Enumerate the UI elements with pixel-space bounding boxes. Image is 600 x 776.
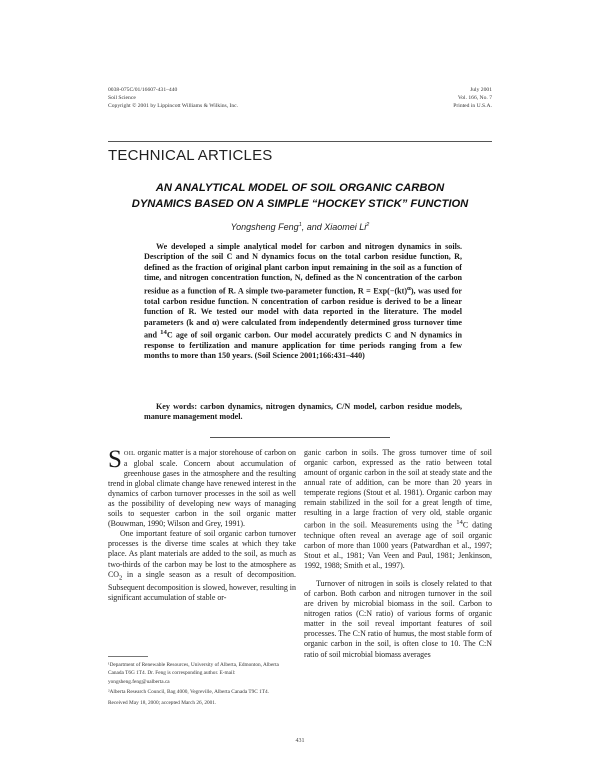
footnote-2: ²Alberta Research Council, Bag 4000, Vegreville, Alberta Canada T9C 1T4. <box>108 689 269 696</box>
article-title-line1: AN ANALYTICAL MODEL OF SOIL ORGANIC CARBON <box>155 182 445 194</box>
body-paragraph-1-text: organic matter is a major storehouse of carbon on a global scale. Concern about accumulation of greenhouse gases in the atmosphere and the resulting trend in global climate change have renewed interest in the dynamics of carbon turnover processes in the soil as well as the possibility of developing new ways of managing soils to sequester carbon in the soil organic matter (Bouwman, 1990; Wilson and Grey, 1991). <box>108 448 296 529</box>
drop-cap: S <box>108 446 122 473</box>
abstract-14-superscript: 14 <box>160 328 167 336</box>
keywords: Key words: carbon dynamics, nitrogen dynamics, C/N model, carbon residue models, manure management model. <box>144 402 462 422</box>
article-title <box>108 180 492 212</box>
footnote-received: Received May 18, 2000; accepted March 26, 2001. <box>108 699 217 706</box>
author-line <box>108 222 492 232</box>
journal-printed: Printed in U.S.A. <box>453 103 492 109</box>
abstract-alpha-superscript: α <box>407 284 411 292</box>
abstract <box>144 242 462 362</box>
section-title: TECHNICAL ARTICLES <box>108 147 273 164</box>
body-paragraph-2 <box>108 529 296 603</box>
body-paragraph-2-text-b: in a single season as a result of decomposition. Subsequent decomposition is slowed, however, resulting in significant accumulation of stable or- <box>108 569 296 603</box>
body-column-left <box>108 448 296 603</box>
journal-volume: Vol. 166, No. 7 <box>457 95 492 101</box>
abstract-part3: C age of soil organic carbon. Our model accurately predicts C and N dynamics in response to fertilization and manure application for time periods ranging from a few months to more than 150 years. (Soil Science 2001;166:431–440) <box>144 330 462 361</box>
abstract-part1: We developed a simple analytical model for carbon and nitrogen dynamics in soils. Description of the soil C and N dynamics focus on the total carbon residue function, R, defined as the fraction of original plant carbon input remaining in the soil as a function of time, and nitrogen concentration function, N, defined as the N concentration of the carbon residue as a function of R. A simple two-parameter function, R = Exp(−(kt) <box>144 242 462 296</box>
author-separator: , and Xiaomei Li <box>301 222 367 232</box>
co2-subscript: 2 <box>119 574 123 582</box>
small-caps-lead: OIL <box>123 450 136 457</box>
journal-header-right <box>420 86 492 110</box>
section-rule <box>108 141 492 142</box>
footnotes <box>108 661 296 709</box>
abstract-divider <box>210 437 390 438</box>
body-paragraph-3 <box>304 448 492 571</box>
body-paragraph-1 <box>108 448 296 529</box>
author-1-affiliation: 1 <box>298 222 302 228</box>
journal-date: July 2001 <box>470 87 492 93</box>
article-title-line2: DYNAMICS BASED ON A SIMPLE “HOCKEY STICK” FUNCTION <box>131 198 469 210</box>
body-paragraph-2-text-a: One important feature of soil organic carbon turnover processes is the diverse time scales at which they take place. As plant materials are added to the soil, as much as two-thirds of the carbon may be lost to the atmosphere as CO <box>108 529 296 579</box>
abstract-part2: ), was used for total carbon residue function. N concentration of carbon residue is derived to be a linear function of R. We tested our model with data reported in the literature. The model parameters (k and α) were calculated from independently determined gross turnover time and <box>144 286 462 340</box>
body-paragraph-3-text-a: ganic carbon in soils. The gross turnover time of soil organic carbon, expressed as the ratio between total amount of organic carbon in the soil at steady state and the annual rate of addition, can be more than 20 years in temperate regions (Stout et al. 1981). Organic carbon may remain stabilized in the soil for a great length of time, resulting in a large fraction of very old, stable organic carbon in the soil. Measurements using the <box>304 448 492 530</box>
journal-name: Soil Science <box>108 95 136 101</box>
journal-copyright: Copyright © 2001 by Lippincott Williams & Wilkins, Inc. <box>108 103 239 109</box>
body-paragraph-3-text-b: C dating technique often reveal an average age of soil organic carbon of more than 1000 years (Patwardhan et al., 1997; Stout et al., 1981; Van Veen and Paul, 1981; Jenkinson, 1992, 1988; Smith et al., 1997). <box>304 520 492 571</box>
author-2-affiliation: 2 <box>366 222 370 228</box>
body-column-right <box>304 448 492 660</box>
footnote-1: ¹Department of Renewable Resources, University of Alberta, Edmonton, Alberta Canada T6G 1T4. Dr. Feng is corresponding author. E-mail: yongsheng.feng@ualberta.ca <box>108 662 279 685</box>
page-number: 431 <box>295 738 305 744</box>
c14-superscript: 14 <box>456 519 463 527</box>
author-1: Yongsheng Feng <box>230 222 299 232</box>
body-paragraph-4: Turnover of nitrogen in soils is closely related to that of carbon. Both carbon and nitrogen turnover in the soil are driven by microbial biomass in the soil. Carbon to nitrogen ratios (C:N ratio) of various forms of organic matter in the soil reveal important features of soil processes. The C:N ratio of humus, the most stable form of organic carbon in the soil, is often close to 10. The C:N ratio of soil microbial biomass averages <box>304 579 492 659</box>
journal-header-left <box>108 86 238 110</box>
footnote-rule <box>108 656 148 657</box>
journal-issn: 0038-075C/01/16607-431–440 <box>108 87 178 93</box>
